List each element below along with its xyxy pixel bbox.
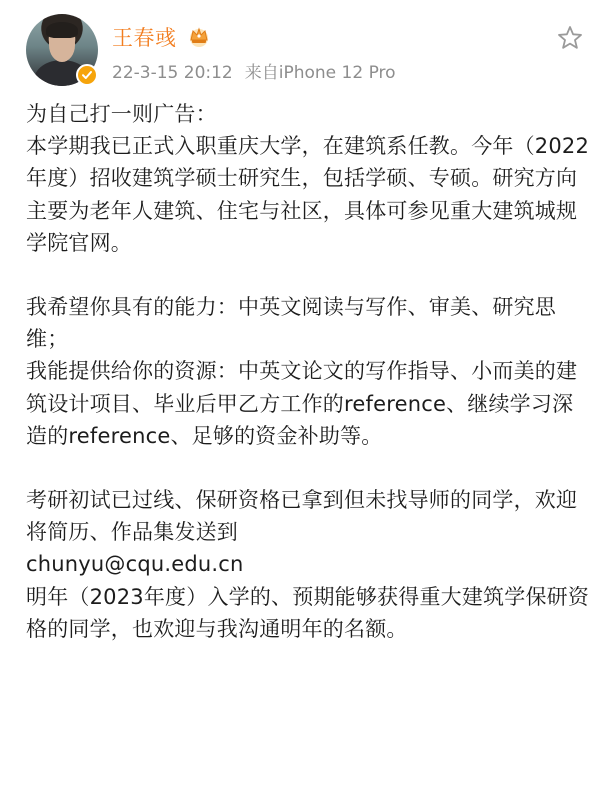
username[interactable]: 王春彧 bbox=[112, 26, 177, 50]
post-date: 22-3-15 20:12 bbox=[112, 63, 233, 83]
post-paragraph: 我能提供给你的资源：中英文论文的写作指导、小而美的建筑设计项目、毕业后甲乙方工作的reference、继续学习深造的reference、足够的资金补助等。 bbox=[26, 359, 578, 448]
post-paragraph: 明年（2023年度）入学的、预期能够获得重大建筑学保研资格的同学，也欢迎与我沟通明年的名额。 bbox=[26, 584, 590, 641]
post-source[interactable]: 来自iPhone 12 Pro bbox=[244, 63, 396, 83]
post-meta bbox=[112, 58, 396, 83]
post-paragraph: 为自己打一则广告： bbox=[26, 102, 217, 126]
paragraph-gap bbox=[26, 259, 594, 291]
star-outline-icon[interactable] bbox=[556, 24, 584, 52]
post-paragraph: 考研初试已过线、保研资格已拿到但未找导师的同学，欢迎将简历、作品集发送到 bbox=[26, 488, 578, 545]
email-link[interactable]: chunyu@cqu.edu.cn bbox=[26, 552, 244, 577]
post-content bbox=[26, 98, 594, 645]
post-paragraph: 我希望你具有的能力：中英文阅读与写作、审美、研究思维； bbox=[26, 295, 556, 352]
post-paragraph: 本学期我已正式入职重庆大学，在建筑系任教。今年（2022年度）招收建筑学硕士研究生，包括学硕、专硕。研究方向主要为老年人建筑、住宅与社区，具体可参见重大建筑城规学院官网。 bbox=[26, 134, 590, 255]
paragraph-gap bbox=[26, 452, 594, 484]
post-header bbox=[0, 0, 614, 96]
avatar-hair bbox=[46, 22, 78, 38]
verified-badge-icon bbox=[76, 64, 98, 86]
vip-crown-icon[interactable] bbox=[186, 24, 212, 48]
